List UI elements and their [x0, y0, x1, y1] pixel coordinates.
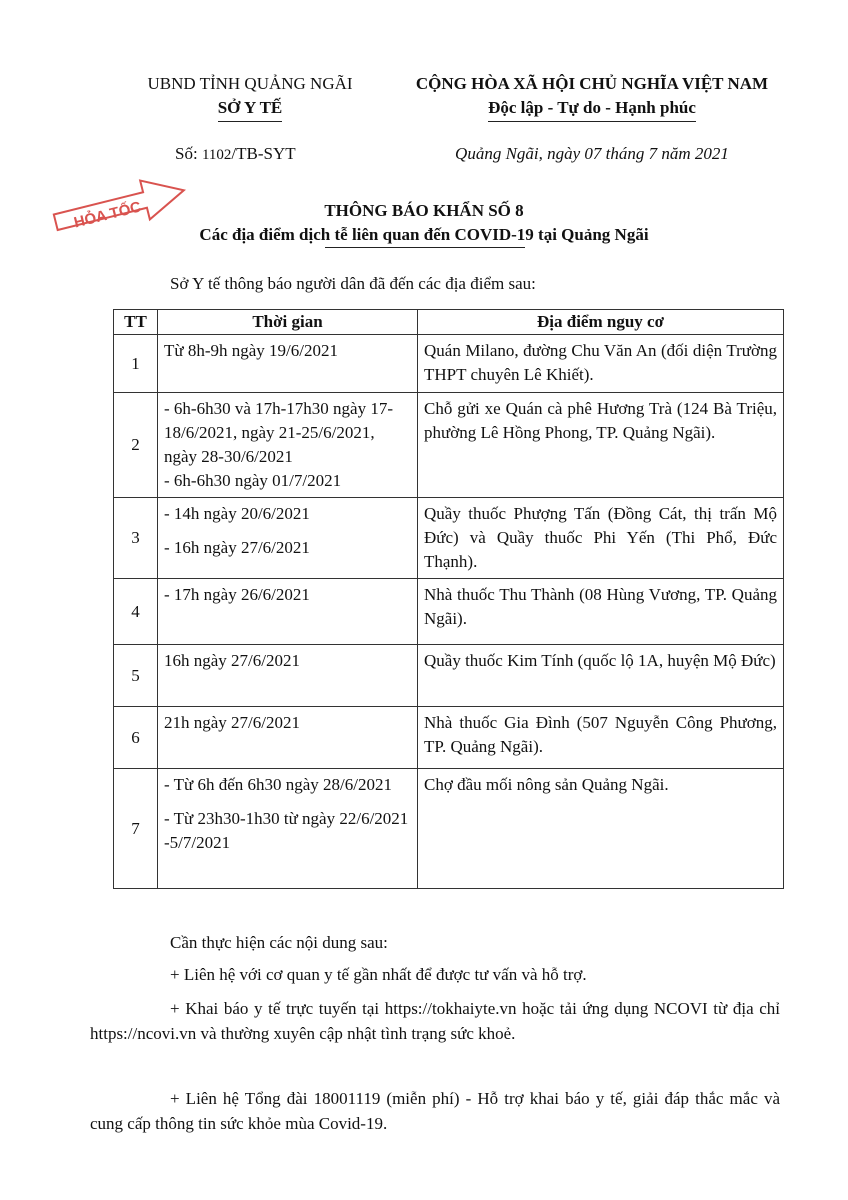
row-time [158, 579, 418, 645]
notice-title: THÔNG BÁO KHẨN SỐ 8 [324, 201, 524, 220]
table-row [114, 393, 784, 498]
time-line: - Từ 6h đến 6h30 ngày 28/6/2021 [164, 775, 392, 794]
action-item-consult: + Liên hệ với cơ quan y tế gần nhất để được tư vấn và hỗ trợ. [170, 965, 587, 984]
time-line: - 16h ngày 27/6/2021 [164, 538, 310, 557]
table-row [114, 645, 784, 707]
row-number: 6 [114, 707, 158, 769]
doc-number-value: 1102 [201, 147, 232, 163]
row-number: 4 [114, 579, 158, 645]
doc-number-suffix: /TB-SYT [231, 144, 296, 163]
risk-locations-table [113, 309, 784, 889]
column-header-tt: TT [114, 310, 158, 335]
table-row [114, 498, 784, 579]
time-line: 21h ngày 27/6/2021 [164, 713, 300, 732]
row-time [158, 393, 418, 498]
nation-title: CỘNG HÒA XÃ HỘI CHỦ NGHĨA VIỆT NAM [415, 74, 769, 93]
time-line: - 17h ngày 26/6/2021 [164, 585, 310, 604]
document-number [175, 144, 296, 164]
row-location: Nhà thuốc Gia Đình (507 Nguyễn Công Phương, TP. Quảng Ngãi). [418, 707, 784, 769]
agency-name: UBND TỈNH QUẢNG NGÃI [147, 74, 353, 93]
row-location: Quán Milano, đường Chu Văn An (đối diện Trường THPT chuyên Lê Khiết). [418, 335, 784, 393]
time-line: - 6h-6h30 ngày 01/7/2021 [164, 471, 342, 490]
row-time [158, 707, 418, 769]
row-number: 2 [114, 393, 158, 498]
row-time [158, 645, 418, 707]
row-number: 3 [114, 498, 158, 579]
table-header-row [114, 310, 784, 335]
national-motto: Độc lập - Tự do - Hạnh phúc [488, 96, 696, 122]
row-time [158, 335, 418, 393]
column-header-time: Thời gian [158, 310, 418, 335]
doc-number-prefix: Số: [175, 144, 198, 163]
table-row [114, 579, 784, 645]
table-row [114, 335, 784, 393]
issuer-block [110, 72, 390, 122]
place-and-date: Quảng Ngãi, ngày 07 tháng 7 năm 2021 [455, 144, 729, 163]
actions-heading: Cần thực hiện các nội dung sau: [170, 933, 388, 952]
title-divider [325, 247, 525, 248]
row-number: 7 [114, 769, 158, 889]
national-header [392, 72, 792, 122]
row-time [158, 498, 418, 579]
column-header-location: Địa điểm nguy cơ [418, 310, 784, 335]
time-line: Từ 8h-9h ngày 19/6/2021 [164, 341, 339, 360]
action-item-declare: + Khai báo y tế trực tuyến tại https://tokhaiyte.vn hoặc tải ứng dụng NCOVI từ địa chỉ https://ncovi.vn và thường xuyên cập nhật tình trạng sức khoẻ. [90, 999, 780, 1043]
time-line: 16h ngày 27/6/2021 [164, 651, 300, 670]
time-line: - 14h ngày 20/6/2021 [164, 504, 310, 523]
row-location: Nhà thuốc Thu Thành (08 Hùng Vương, TP. Quảng Ngãi). [418, 579, 784, 645]
row-number: 5 [114, 645, 158, 707]
row-location: Chợ đầu mối nông sản Quảng Ngãi. [418, 769, 784, 889]
table-row [114, 769, 784, 889]
time-line: - Từ 23h30-1h30 từ ngày 22/6/2021 -5/7/2021 [164, 809, 409, 852]
row-location: Chỗ gửi xe Quán cà phê Hương Trà (124 Bà Triệu, phường Lê Hồng Phong, TP. Quảng Ngãi). [418, 393, 784, 498]
notice-subtitle: Các địa điểm dịch tễ liên quan đến COVID-19 tại Quảng Ngãi [199, 225, 649, 244]
row-number: 1 [114, 335, 158, 393]
row-location: Quầy thuốc Phượng Tấn (Đồng Cát, thị trấn Mộ Đức) và Quầy thuốc Phi Yến (Thi Phổ, Đức Thạnh). [418, 498, 784, 579]
table-row [114, 707, 784, 769]
stamp-text: HỎA TỐC [72, 198, 143, 232]
time-line: - 6h-6h30 và 17h-17h30 ngày 17-18/6/2021, ngày 21-25/6/2021, ngày 28-30/6/2021 [164, 399, 393, 466]
action-item-hotline: + Liên hệ Tổng đài 18001119 (miễn phí) - Hỗ trợ khai báo y tế, giải đáp thắc mắc và cung cấp thông tin sức khỏe mùa Covid-19. [90, 1089, 780, 1133]
intro-text: Sở Y tế thông báo người dân đã đến các địa điểm sau: [170, 274, 536, 293]
row-location: Quầy thuốc Kim Tính (quốc lộ 1A, huyện Mộ Đức) [418, 645, 784, 707]
department-name: SỞ Y TẾ [218, 96, 283, 122]
row-time [158, 769, 418, 889]
